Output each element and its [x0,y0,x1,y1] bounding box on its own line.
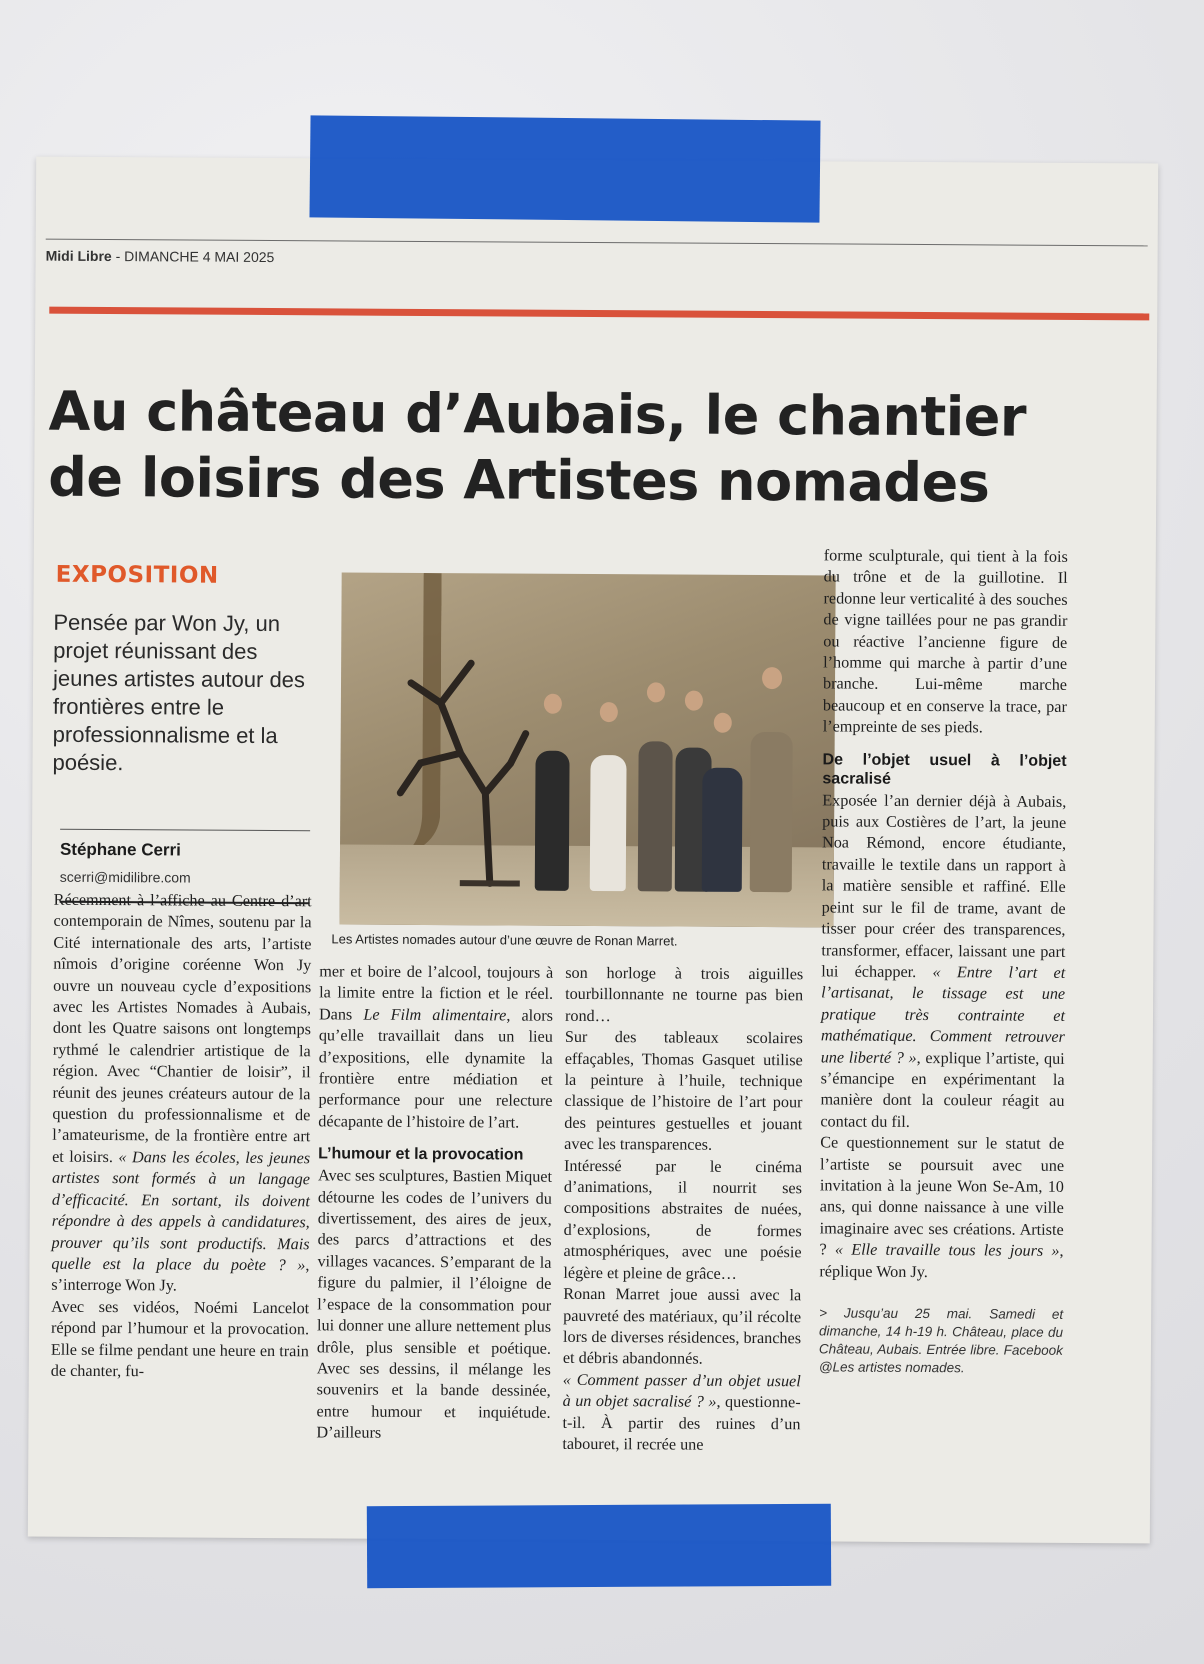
col1-attribution: , s’interroge Won Jy. [51,1256,310,1295]
col2-text-a: mer et boire de l’alcool, toujours à la limite entre la fiction et le réel. Dans [318,962,554,1024]
blue-tape-top [309,115,820,222]
author-name: Stéphane Cerri [59,839,181,860]
headline [48,379,1089,517]
col4-paragraph-1: forme sculpturale, qui tient à la fois du trône et de la guillotine. Il redonne leur verticalité à des souches de vigne taillées pour ne pas grandir ou réactive l’ancienne figure de l’homme qui marche à partir d’une branche. Lui-même marche beaucoup et en conserve la trace, par l’empreinte de ses pieds. [822,546,1068,737]
subhead-humour: L’humour et la provocation [318,1145,524,1164]
col2-paragraph-2: Avec ses sculptures, Bastien Miquet détourne les codes de l’univers du divertissement, des aires de jeux, des parcs d’attractions et des villages vacances. S’emparant de la figure du palmier, il l’éloigne de l’espace de la consommation pour lui donner une allure nettement plus drôle, plus sensible et poétique. Avec ses dessins, il mélange les souvenirs et la bande dessinée, entre humour et inquiétude. D’ailleurs [316,1166,553,1442]
article-column-3 [562,963,803,1457]
col4-paragraph-2: Exposée l’an dernier déjà à Aubais, puis aux Costières de l’art, la jeune Noa Rémond, encore étudiante, travaille le textile dans un rapport à la matière sensible et raffiné. Elle peint sur le fil de trame, avant de tisser pour créer des transparences, transformer, effacer, laissant une part lui échapper. [821,791,1067,981]
blue-tape-bottom [367,1504,831,1588]
article-column-1 [51,890,312,1384]
practical-info: > Jusqu’au 25 mai. Samedi et dimanche, 14 h-19 h. Château, place du Château, Aubais. Entrée libre. Facebook @Les artistes nomades. [818,1305,1064,1376]
person-head [714,713,732,733]
col4-quote-2: « Elle travaille tous les jours » [834,1240,1060,1261]
headline-line-1: Au château d’Aubais, le chantier [48,379,1027,449]
person-head [544,694,562,714]
person [535,751,570,891]
col4-after: , explique l’artiste, qui s’émancipe en expérimentant la manière dont la couleur réagit au contact du fil. [820,1048,1065,1131]
person-head [762,667,782,689]
newspaper-clipping [28,157,1158,1544]
col2-text-b: , alors qu’elle travaillait dans un lieu d’expositions, elle dynamite la frontière entre médiation et performance pour une relecture décapante de l’histoire de l’art. [318,1006,554,1132]
col3-quote: « Comment passer d’un objet usuel à un objet sacralisé ? » [562,1370,801,1411]
newspaper-name: Midi Libre [45,247,112,265]
rubric-label: EXPOSITION [55,561,219,589]
issue-date: - DIMANCHE 4 MAI 2025 [111,248,275,266]
person [638,741,673,891]
vine-sculpture [380,643,532,894]
article-photo [340,572,836,927]
article-column-2 [316,961,553,1445]
col3-paragraph-2: Sur des tableaux scolaires effaçables, Thomas Gasquet utilise la peinture à l’huile, technique classique de l’histoire de l’art pour des peintures gestuelles et jouant avec les transparences. [564,1028,803,1154]
col1-quote: « Dans les écoles, les jeunes artistes sont formés à un langage d’efficacité. En sortant, ils doivent répondre à des appels à candidatures, prouver qu’ils sont productifs. Mais quelle est la place du poète ? » [51,1147,311,1275]
byline-rule-top [60,829,310,832]
person [702,768,743,892]
col3-paragraph-4: Ronan Marret joue aussi avec la pauvreté des matériaux, qu’il récolte lors de diverses résidences, branches et débris abandonnés. [562,1284,802,1368]
article-column-4 [819,545,1068,1377]
author-email: scerri@midilibre.com [59,868,191,886]
person [590,755,627,891]
col3-paragraph-3: Intéressé par le cinéma d’animations, il nourrit ses compositions abstraites de nuées, d’explosions, de formes atmosphériques, avec une poésie légère et pleine de grâce… [563,1156,803,1283]
person [750,732,793,892]
col1-paragraph: Récemment à l’affiche au Centre d’art contemporain de Nîmes, soutenu par la Cité internationale des arts, l’artiste nîmois d’origine coréenne Won Jy ouvre un nouveau cycle d’expositions avec les Artistes Nomades à Aubais, dont les Quatre saisons ont longtemps rythmé le calendrier artistique de la région. Avec “Chantier de loisir”, il réunit des jeunes créateurs autour de la question du professionnalisme et de l’amateurisme, de la frontière entre art et loisirs. [52,890,312,1166]
red-divider [49,307,1149,321]
photo-caption: Les Artistes nomades autour d’une œuvre de Ronan Marret. [331,931,678,949]
col1-paragraph-2: Avec ses vidéos, Noémi Lancelot répond par l’humour et la provocation. Elle se filme pendant une heure en train de chanter, fu- [50,1297,310,1381]
person-head [685,691,703,711]
person-head [600,702,618,722]
col4-paragraph-3: Ce questionnement sur le statut de l’artiste se poursuit avec une invitation à la jeune Won Se-Am, 10 ans, qui donne naissance à une ville imaginaire avec ses créations. Artiste ? [819,1133,1065,1259]
col4-quote: « Entre l’art et l’artisanat, le tissage est une pratique très contrainte et mathématique. Comment retrouver une liberté ? » [820,962,1066,1067]
masthead [46,239,1148,271]
lead-paragraph: Pensée par Won Jy, un projet réunissant des jeunes artistes autour des frontières entre le professionnalisme et la poésie. [52,609,306,776]
subhead-objet: De l’objet usuel à l’objet sacralisé [822,751,1067,788]
person-head [647,682,665,702]
col3-paragraph-1: son horloge à trois aiguilles tourbillonnante ne tourne pas bien rond… [564,963,804,1025]
col4-after-2: , réplique Won Jy. [819,1242,1064,1281]
headline-line-2: de loisirs des Artistes nomades [48,445,990,515]
film-title: Le Film alimentaire [363,1005,507,1025]
col3-after: , questionne-t-il. À partir des ruines d’un tabouret, il recrée une [562,1392,801,1454]
